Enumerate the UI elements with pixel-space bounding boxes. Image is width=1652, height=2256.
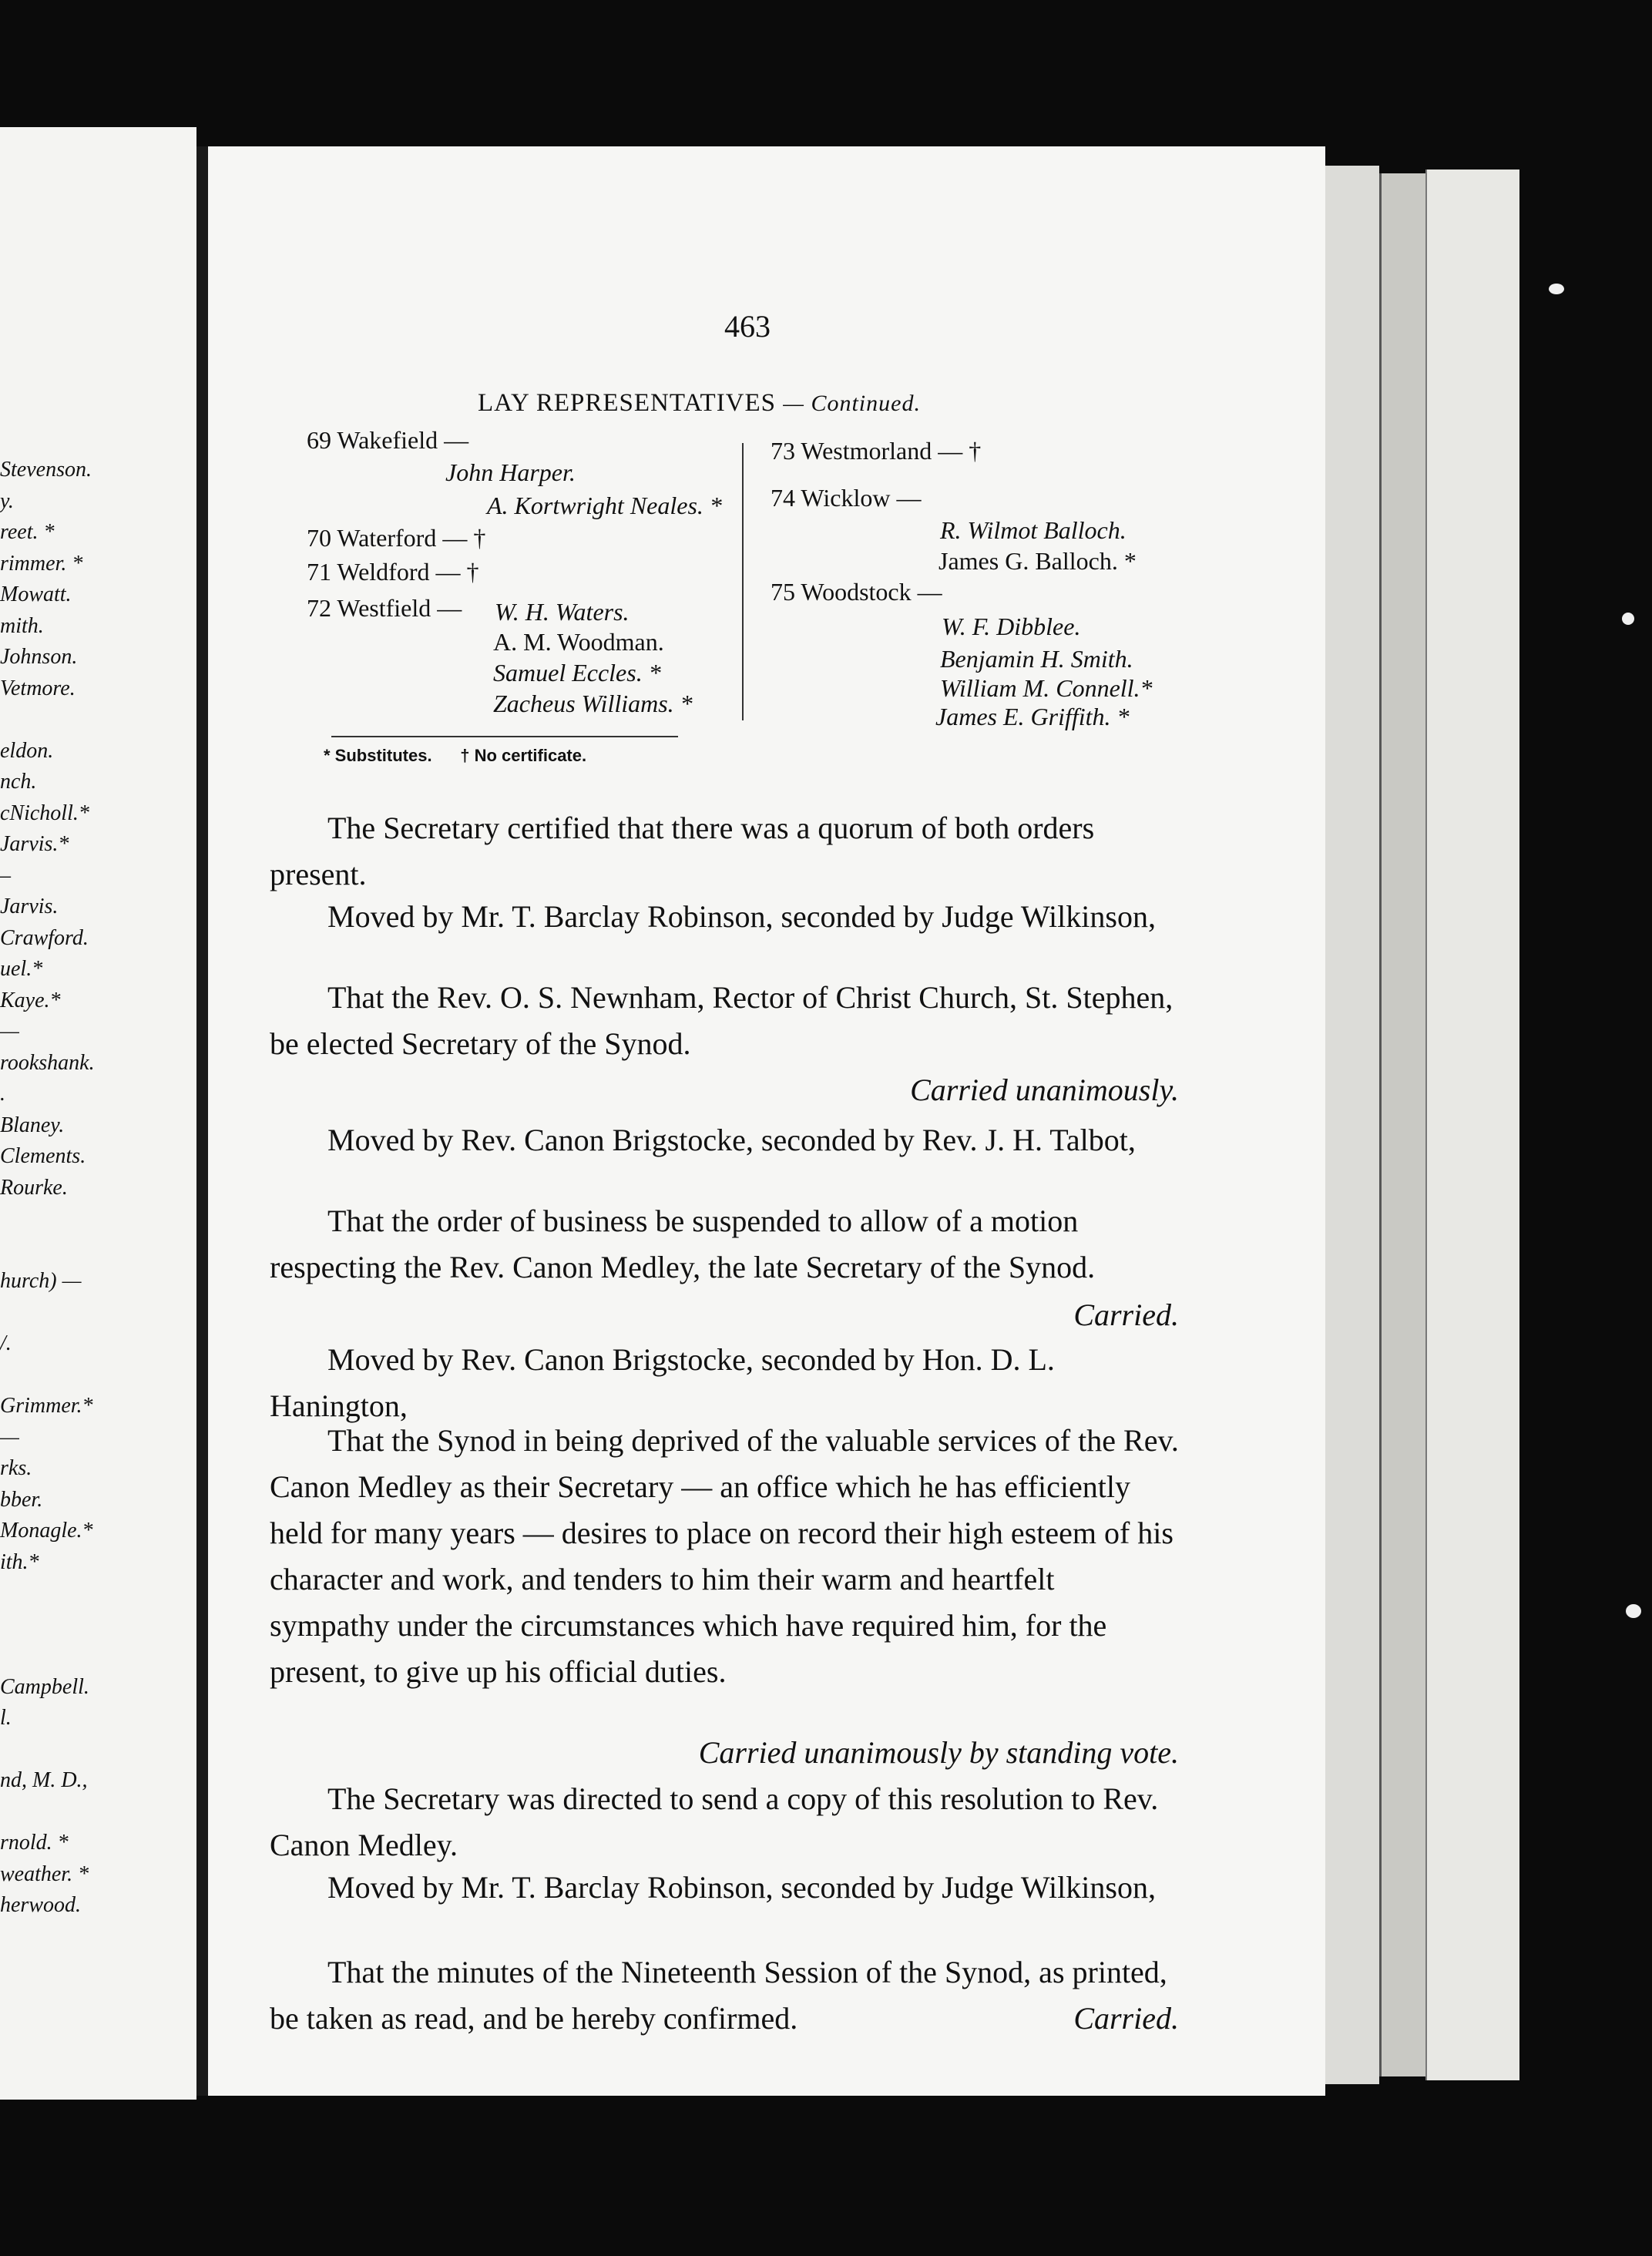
margin-fragment: – [0, 863, 11, 888]
page-edge [1379, 173, 1428, 2076]
scan-speck [1626, 1604, 1641, 1618]
margin-fragment: nch. [0, 770, 37, 794]
margin-fragment: Clements. [0, 1144, 86, 1168]
paragraph: That the Rev. O. S. Newnham, Rector of Christ Church, St. Stephen, be elected Secretary of the Synod. [270, 980, 1174, 1061]
margin-fragment: weather. * [0, 1862, 89, 1886]
margin-fragment: rks. [0, 1456, 32, 1480]
margin-fragment: Jarvis.* [0, 832, 69, 856]
page-edge [1425, 170, 1519, 2080]
margin-fragment: ith.* [0, 1549, 39, 1574]
margin-fragment: rimmer. * [0, 551, 83, 576]
parish-entry: 70 Waterford — † [307, 524, 486, 552]
representative-name: Benjamin H. Smith. [940, 645, 1133, 673]
margin-fragment: l. [0, 1706, 12, 1730]
footnote-no-certificate: † No certificate. [460, 746, 587, 765]
margin-fragment: bber. [0, 1487, 43, 1512]
representative-name: A. M. Woodman. [493, 628, 664, 656]
margin-fragment: Johnson. [0, 645, 78, 669]
paragraph: Moved by Rev. Canon Brigstocke, seconded by Hon. D. L. Hanington, [270, 1342, 1055, 1423]
paragraph: That the order of business be suspended to allow of a motion respecting the Rev. Canon Medley, the late Secretary of the Synod. [270, 1204, 1096, 1284]
paragraph: The Secretary was directed to send a copy of this resolution to Rev. Canon Medley. [270, 1781, 1159, 1862]
representative-name: William M. Connell.* [940, 674, 1153, 702]
paragraph: The Secretary certified that there was a quorum of both orders present. [270, 811, 1095, 891]
margin-fragment: Blaney. [0, 1113, 65, 1137]
representative-name: R. Wilmot Balloch. [940, 516, 1127, 544]
representative-name: W. H. Waters. [495, 598, 630, 626]
section-title [478, 389, 921, 418]
vote-result: Carried unanimously by standing vote. [698, 1735, 1179, 1770]
representative-name: Zacheus Williams. * [493, 690, 693, 717]
vote-result: Carried. [1073, 2001, 1179, 2036]
margin-fragment: eldon. [0, 738, 54, 763]
representative-name: James G. Balloch. * [938, 547, 1137, 575]
representative-name: Samuel Eccles. * [493, 659, 661, 687]
paragraph: Moved by Mr. T. Barclay Robinson, seconded by Judge Wilkinson, [327, 899, 1156, 934]
footnote-rule [331, 736, 678, 737]
margin-fragment: Mowatt. [0, 582, 72, 606]
column-divider [742, 443, 744, 720]
section-title-continued: — Continued. [783, 391, 921, 416]
margin-fragment: reet. * [0, 520, 55, 544]
margin-fragment: Rourke. [0, 1175, 68, 1200]
margin-fragment: Grimmer.* [0, 1394, 93, 1418]
margin-fragment: hurch) — [0, 1269, 82, 1293]
vote-result: Carried. [1073, 1298, 1179, 1332]
margin-fragment: rnold. * [0, 1831, 69, 1855]
representative-name: John Harper. [445, 458, 576, 486]
margin-fragment: . [0, 1082, 5, 1106]
page-number: 463 [724, 309, 771, 344]
margin-fragment: cNicholl.* [0, 801, 89, 825]
scan-speck [1549, 284, 1564, 294]
footnotes [324, 746, 586, 766]
margin-fragment: Monagle.* [0, 1519, 93, 1543]
footnote-substitutes: * Substitutes. [324, 746, 432, 765]
margin-fragment: Kaye.* [0, 988, 61, 1012]
left-page-margin-text [0, 455, 193, 1922]
margin-fragment: herwood. [0, 1893, 81, 1917]
parish-entry: 75 Woodstock — [771, 578, 942, 606]
margin-fragment: Crawford. [0, 925, 89, 950]
margin-fragment: mith. [0, 613, 44, 638]
parish-entry: 73 Westmorland — † [771, 437, 982, 465]
margin-fragment: y. [0, 488, 14, 513]
parish-entry: 72 Westfield — [307, 594, 462, 622]
margin-fragment: — [0, 1425, 19, 1449]
parish-entry: 69 Wakefield — [307, 426, 469, 454]
margin-fragment: /. [0, 1331, 12, 1355]
section-title-text: LAY REPRESENTATIVES [478, 389, 777, 417]
parish-entry: 71 Weldford — † [307, 558, 479, 586]
margin-fragment: nd, M. D., [0, 1768, 88, 1792]
margin-fragment: Stevenson. [0, 458, 92, 482]
paragraph: That the minutes of the Nineteenth Session of the Synod, as printed, be taken as read, and be hereby confirmed. [270, 1955, 1167, 2036]
representative-name: A. Kortwright Neales. * [487, 492, 722, 519]
margin-fragment: Jarvis. [0, 895, 59, 918]
margin-fragment: — [0, 1019, 19, 1043]
paragraph: Moved by Mr. T. Barclay Robinson, seconded by Judge Wilkinson, [327, 1870, 1156, 1905]
representative-name: W. F. Dibblee. [942, 613, 1081, 640]
margin-fragment: Campbell. [0, 1674, 89, 1699]
paragraph: Moved by Rev. Canon Brigstocke, seconded by Rev. J. H. Talbot, [327, 1123, 1136, 1157]
margin-fragment: Vetmore. [0, 676, 76, 700]
margin-fragment: rookshank. [0, 1050, 95, 1075]
scan-speck [1622, 613, 1634, 625]
margin-fragment: uel.* [0, 957, 43, 981]
representative-name: James E. Griffith. * [935, 703, 1130, 730]
vote-result: Carried unanimously. [910, 1073, 1179, 1107]
paragraph: That the Synod in being deprived of the valuable services of the Rev. Canon Medley as their Secretary — an office which he has efficiently held for many years — desires to place on record their high esteem of his character and work, and tenders to him their warm and heartfelt sympathy under the circumstances which have required him, for the present, to give up his official duties. [270, 1423, 1179, 1689]
page-edge [1325, 166, 1379, 2084]
parish-entry: 74 Wicklow — [771, 484, 922, 512]
